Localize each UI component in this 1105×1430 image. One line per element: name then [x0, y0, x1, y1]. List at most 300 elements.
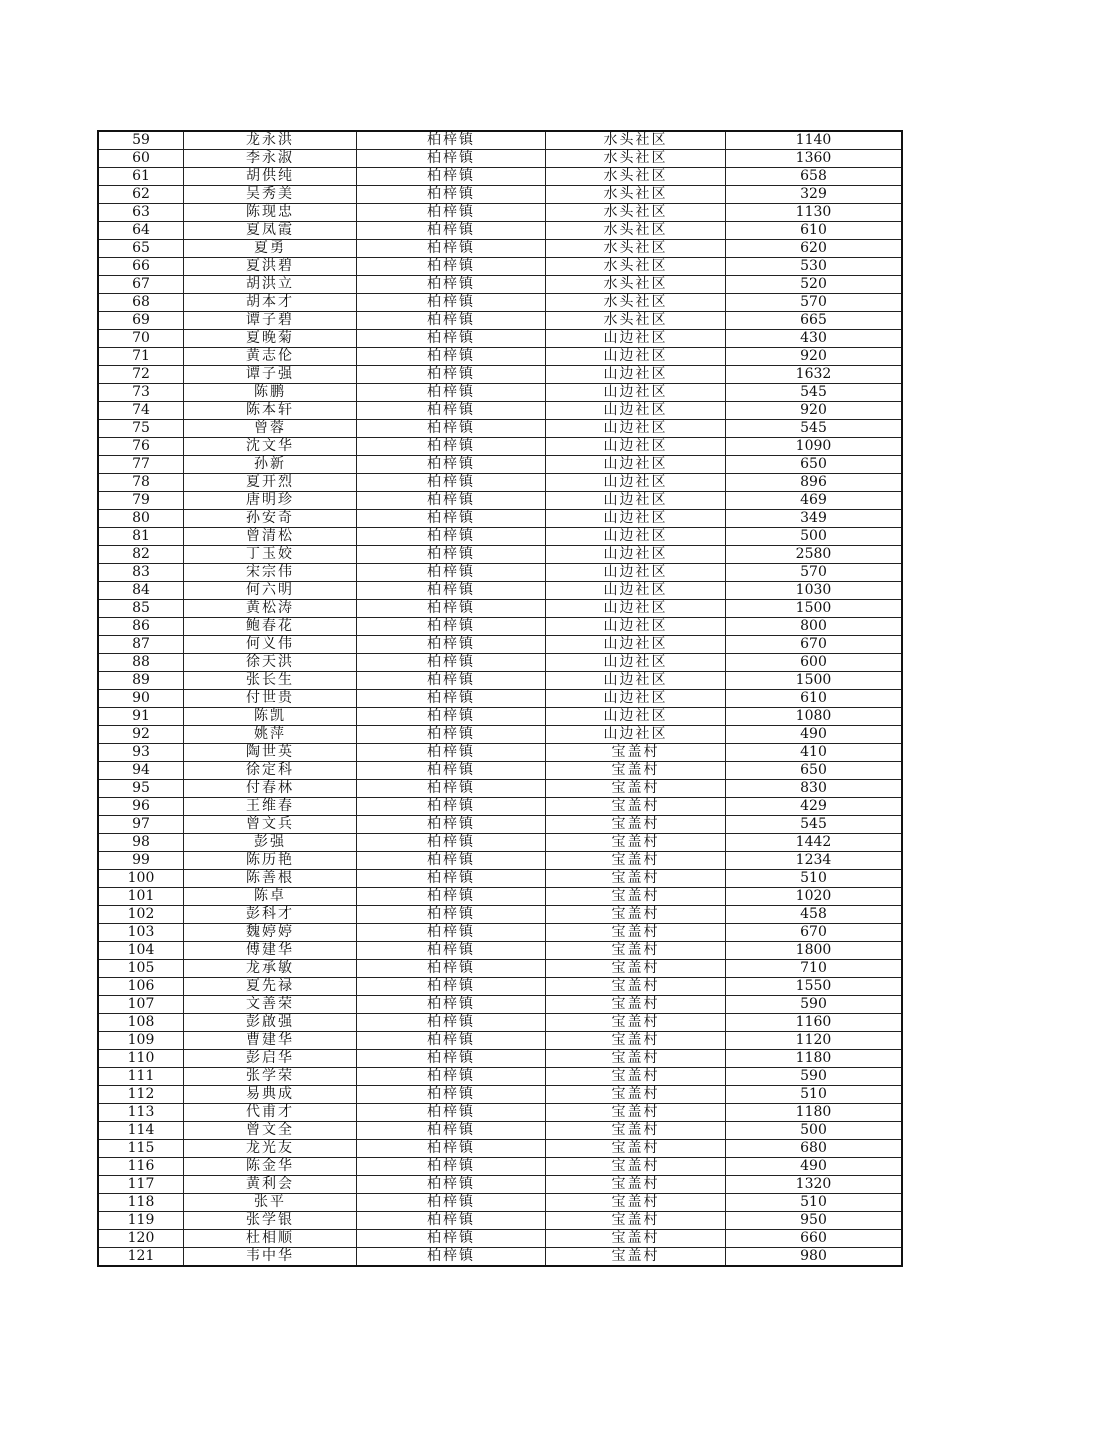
person-name-cell: 夏凤霞: [184, 222, 357, 240]
person-name-cell: 胡供纯: [184, 168, 357, 186]
serial-number-cell: 79: [98, 492, 184, 510]
amount-cell: 1180: [726, 1104, 903, 1122]
amount-cell: 520: [726, 276, 903, 294]
serial-number-cell: 115: [98, 1140, 184, 1158]
table-row: [98, 996, 902, 1014]
village-cell: 宝盖村: [546, 1230, 726, 1248]
person-name-cell: 黄松涛: [184, 600, 357, 618]
village-cell: 水头社区: [546, 150, 726, 168]
village-cell: 宝盖村: [546, 942, 726, 960]
village-cell: 山边社区: [546, 510, 726, 528]
amount-cell: 670: [726, 636, 903, 654]
village-cell: 山边社区: [546, 456, 726, 474]
village-cell: 水头社区: [546, 294, 726, 312]
town-cell: 柏梓镇: [357, 366, 546, 384]
town-cell: 柏梓镇: [357, 276, 546, 294]
village-cell: 山边社区: [546, 474, 726, 492]
person-name-cell: 曾文全: [184, 1122, 357, 1140]
person-name-cell: 易典成: [184, 1086, 357, 1104]
town-cell: 柏梓镇: [357, 906, 546, 924]
village-cell: 山边社区: [546, 654, 726, 672]
town-cell: 柏梓镇: [357, 564, 546, 582]
village-cell: 宝盖村: [546, 870, 726, 888]
table-row: [98, 582, 902, 600]
amount-cell: 2580: [726, 546, 903, 564]
table-row: [98, 1032, 902, 1050]
table-row: [98, 708, 902, 726]
amount-cell: 1320: [726, 1176, 903, 1194]
amount-cell: 530: [726, 258, 903, 276]
person-name-cell: 宋宗伟: [184, 564, 357, 582]
amount-cell: 590: [726, 1068, 903, 1086]
person-name-cell: 沈文华: [184, 438, 357, 456]
person-name-cell: 付春林: [184, 780, 357, 798]
person-name-cell: 张学荣: [184, 1068, 357, 1086]
table-row: [98, 564, 902, 582]
table-row: [98, 168, 902, 186]
serial-number-cell: 116: [98, 1158, 184, 1176]
village-cell: 山边社区: [546, 438, 726, 456]
person-name-cell: 曹建华: [184, 1032, 357, 1050]
table-row: [98, 600, 902, 618]
amount-cell: 658: [726, 168, 903, 186]
serial-number-cell: 76: [98, 438, 184, 456]
town-cell: 柏梓镇: [357, 204, 546, 222]
person-name-cell: 夏晚菊: [184, 330, 357, 348]
village-cell: 山边社区: [546, 564, 726, 582]
serial-number-cell: 84: [98, 582, 184, 600]
serial-number-cell: 63: [98, 204, 184, 222]
village-cell: 山边社区: [546, 492, 726, 510]
amount-cell: 1160: [726, 1014, 903, 1032]
amount-cell: 469: [726, 492, 903, 510]
village-cell: 山边社区: [546, 348, 726, 366]
town-cell: 柏梓镇: [357, 582, 546, 600]
town-cell: 柏梓镇: [357, 690, 546, 708]
town-cell: 柏梓镇: [357, 888, 546, 906]
serial-number-cell: 64: [98, 222, 184, 240]
table-row: [98, 1176, 902, 1194]
village-cell: 山边社区: [546, 402, 726, 420]
town-cell: 柏梓镇: [357, 546, 546, 564]
town-cell: 柏梓镇: [357, 510, 546, 528]
person-name-cell: 黄利会: [184, 1176, 357, 1194]
serial-number-cell: 99: [98, 852, 184, 870]
table-row: [98, 1068, 902, 1086]
amount-cell: 490: [726, 726, 903, 744]
person-name-cell: 陈现忠: [184, 204, 357, 222]
village-cell: 宝盖村: [546, 762, 726, 780]
serial-number-cell: 105: [98, 960, 184, 978]
table-row: [98, 1014, 902, 1032]
person-name-cell: 陶世英: [184, 744, 357, 762]
serial-number-cell: 74: [98, 402, 184, 420]
town-cell: 柏梓镇: [357, 672, 546, 690]
person-name-cell: 代甫才: [184, 1104, 357, 1122]
person-name-cell: 黄志伦: [184, 348, 357, 366]
town-cell: 柏梓镇: [357, 798, 546, 816]
town-cell: 柏梓镇: [357, 654, 546, 672]
table-row: [98, 348, 902, 366]
serial-number-cell: 93: [98, 744, 184, 762]
table-row: [98, 924, 902, 942]
town-cell: 柏梓镇: [357, 330, 546, 348]
person-name-cell: 胡本才: [184, 294, 357, 312]
serial-number-cell: 70: [98, 330, 184, 348]
table-row: [98, 726, 902, 744]
town-cell: 柏梓镇: [357, 168, 546, 186]
serial-number-cell: 61: [98, 168, 184, 186]
serial-number-cell: 67: [98, 276, 184, 294]
serial-number-cell: 112: [98, 1086, 184, 1104]
table-row: [98, 780, 902, 798]
serial-number-cell: 119: [98, 1212, 184, 1230]
village-cell: 宝盖村: [546, 1032, 726, 1050]
serial-number-cell: 94: [98, 762, 184, 780]
table-row: [98, 1086, 902, 1104]
table-row: [98, 150, 902, 168]
amount-cell: 665: [726, 312, 903, 330]
person-name-cell: 文善荣: [184, 996, 357, 1014]
village-cell: 水头社区: [546, 131, 726, 150]
table-row: [98, 636, 902, 654]
town-cell: 柏梓镇: [357, 492, 546, 510]
serial-number-cell: 118: [98, 1194, 184, 1212]
amount-cell: 920: [726, 348, 903, 366]
person-name-cell: 彭强: [184, 834, 357, 852]
table-row: [98, 258, 902, 276]
amount-cell: 650: [726, 456, 903, 474]
person-name-cell: 王维春: [184, 798, 357, 816]
person-name-cell: 鲍春花: [184, 618, 357, 636]
town-cell: 柏梓镇: [357, 294, 546, 312]
table-row: [98, 384, 902, 402]
village-cell: 山边社区: [546, 708, 726, 726]
village-cell: 宝盖村: [546, 1104, 726, 1122]
town-cell: 柏梓镇: [357, 528, 546, 546]
town-cell: 柏梓镇: [357, 816, 546, 834]
town-cell: 柏梓镇: [357, 726, 546, 744]
table-row: [98, 1050, 902, 1068]
person-name-cell: 陈历艳: [184, 852, 357, 870]
village-cell: 宝盖村: [546, 1140, 726, 1158]
amount-cell: 1120: [726, 1032, 903, 1050]
amount-cell: 620: [726, 240, 903, 258]
person-name-cell: 徐定科: [184, 762, 357, 780]
town-cell: 柏梓镇: [357, 384, 546, 402]
town-cell: 柏梓镇: [357, 780, 546, 798]
amount-cell: 1180: [726, 1050, 903, 1068]
serial-number-cell: 108: [98, 1014, 184, 1032]
person-name-cell: 姚萍: [184, 726, 357, 744]
table-row: [98, 834, 902, 852]
amount-cell: 800: [726, 618, 903, 636]
amount-cell: 650: [726, 762, 903, 780]
serial-number-cell: 109: [98, 1032, 184, 1050]
amount-cell: 1020: [726, 888, 903, 906]
person-name-cell: 吴秀美: [184, 186, 357, 204]
village-cell: 水头社区: [546, 168, 726, 186]
table-row: [98, 798, 902, 816]
town-cell: 柏梓镇: [357, 474, 546, 492]
person-name-cell: 谭子强: [184, 366, 357, 384]
village-cell: 山边社区: [546, 420, 726, 438]
village-cell: 宝盖村: [546, 780, 726, 798]
table-row: [98, 978, 902, 996]
village-cell: 水头社区: [546, 204, 726, 222]
town-cell: 柏梓镇: [357, 1050, 546, 1068]
person-name-cell: 杜相顺: [184, 1230, 357, 1248]
serial-number-cell: 96: [98, 798, 184, 816]
serial-number-cell: 97: [98, 816, 184, 834]
serial-number-cell: 103: [98, 924, 184, 942]
amount-cell: 610: [726, 222, 903, 240]
amount-cell: 490: [726, 1158, 903, 1176]
town-cell: 柏梓镇: [357, 240, 546, 258]
amount-cell: 1500: [726, 672, 903, 690]
village-cell: 山边社区: [546, 636, 726, 654]
table-row: [98, 852, 902, 870]
amount-cell: 545: [726, 384, 903, 402]
table-row: [98, 1140, 902, 1158]
village-cell: 宝盖村: [546, 1050, 726, 1068]
person-name-cell: 龙承敏: [184, 960, 357, 978]
table-row: [98, 366, 902, 384]
serial-number-cell: 78: [98, 474, 184, 492]
table-row: [98, 276, 902, 294]
table-row: [98, 1104, 902, 1122]
serial-number-cell: 68: [98, 294, 184, 312]
table-row: [98, 690, 902, 708]
person-name-cell: 曾文兵: [184, 816, 357, 834]
amount-cell: 980: [726, 1248, 903, 1267]
amount-cell: 590: [726, 996, 903, 1014]
amount-cell: 600: [726, 654, 903, 672]
table-row: [98, 312, 902, 330]
person-name-cell: 陈金华: [184, 1158, 357, 1176]
table-row: [98, 618, 902, 636]
person-name-cell: 魏婷婷: [184, 924, 357, 942]
table-row: [98, 654, 902, 672]
table-row: [98, 1194, 902, 1212]
town-cell: 柏梓镇: [357, 1140, 546, 1158]
amount-cell: 670: [726, 924, 903, 942]
serial-number-cell: 100: [98, 870, 184, 888]
town-cell: 柏梓镇: [357, 978, 546, 996]
village-cell: 山边社区: [546, 726, 726, 744]
table-row: [98, 942, 902, 960]
table-row: [98, 1158, 902, 1176]
serial-number-cell: 117: [98, 1176, 184, 1194]
amount-cell: 1550: [726, 978, 903, 996]
person-name-cell: 韦中华: [184, 1248, 357, 1267]
amount-cell: 1080: [726, 708, 903, 726]
village-cell: 山边社区: [546, 546, 726, 564]
village-cell: 山边社区: [546, 600, 726, 618]
serial-number-cell: 65: [98, 240, 184, 258]
table-row: [98, 240, 902, 258]
person-name-cell: 李永淑: [184, 150, 357, 168]
amount-cell: 458: [726, 906, 903, 924]
table-row: [98, 762, 902, 780]
town-cell: 柏梓镇: [357, 258, 546, 276]
serial-number-cell: 87: [98, 636, 184, 654]
amount-cell: 500: [726, 1122, 903, 1140]
town-cell: 柏梓镇: [357, 1176, 546, 1194]
amount-cell: 1500: [726, 600, 903, 618]
village-cell: 水头社区: [546, 186, 726, 204]
village-cell: 宝盖村: [546, 888, 726, 906]
person-name-cell: 胡洪立: [184, 276, 357, 294]
person-name-cell: 孙新: [184, 456, 357, 474]
town-cell: 柏梓镇: [357, 420, 546, 438]
village-cell: 宝盖村: [546, 1014, 726, 1032]
town-cell: 柏梓镇: [357, 762, 546, 780]
person-name-cell: 夏开烈: [184, 474, 357, 492]
village-cell: 山边社区: [546, 672, 726, 690]
serial-number-cell: 113: [98, 1104, 184, 1122]
village-cell: 宝盖村: [546, 960, 726, 978]
person-name-cell: 曾清松: [184, 528, 357, 546]
village-cell: 水头社区: [546, 258, 726, 276]
amount-cell: 570: [726, 564, 903, 582]
table-row: [98, 492, 902, 510]
village-cell: 山边社区: [546, 384, 726, 402]
table-row: [98, 402, 902, 420]
serial-number-cell: 120: [98, 1230, 184, 1248]
table-row: [98, 528, 902, 546]
person-name-cell: 龙光友: [184, 1140, 357, 1158]
table-row: [98, 546, 902, 564]
village-cell: 山边社区: [546, 618, 726, 636]
amount-cell: 545: [726, 420, 903, 438]
person-name-cell: 张学银: [184, 1212, 357, 1230]
person-name-cell: 孙安奇: [184, 510, 357, 528]
table-row: [98, 420, 902, 438]
village-cell: 宝盖村: [546, 1122, 726, 1140]
person-name-cell: 谭子碧: [184, 312, 357, 330]
amount-cell: 1090: [726, 438, 903, 456]
amount-cell: 830: [726, 780, 903, 798]
village-cell: 宝盖村: [546, 978, 726, 996]
amount-cell: 710: [726, 960, 903, 978]
serial-number-cell: 102: [98, 906, 184, 924]
village-cell: 水头社区: [546, 276, 726, 294]
village-cell: 水头社区: [546, 222, 726, 240]
amount-cell: 610: [726, 690, 903, 708]
table-row: [98, 438, 902, 456]
amount-cell: 1632: [726, 366, 903, 384]
town-cell: 柏梓镇: [357, 438, 546, 456]
serial-number-cell: 80: [98, 510, 184, 528]
amount-cell: 430: [726, 330, 903, 348]
serial-number-cell: 82: [98, 546, 184, 564]
table-row: [98, 204, 902, 222]
amount-cell: 410: [726, 744, 903, 762]
table-row: [98, 294, 902, 312]
village-cell: 宝盖村: [546, 1194, 726, 1212]
town-cell: 柏梓镇: [357, 1086, 546, 1104]
table-row: [98, 744, 902, 762]
village-cell: 水头社区: [546, 240, 726, 258]
person-name-cell: 付世贵: [184, 690, 357, 708]
amount-cell: 429: [726, 798, 903, 816]
serial-number-cell: 88: [98, 654, 184, 672]
amount-cell: 1234: [726, 852, 903, 870]
serial-number-cell: 72: [98, 366, 184, 384]
amount-cell: 570: [726, 294, 903, 312]
serial-number-cell: 81: [98, 528, 184, 546]
amount-cell: 1030: [726, 582, 903, 600]
serial-number-cell: 59: [98, 131, 184, 150]
town-cell: 柏梓镇: [357, 312, 546, 330]
town-cell: 柏梓镇: [357, 186, 546, 204]
amount-cell: 1360: [726, 150, 903, 168]
person-name-cell: 陈善根: [184, 870, 357, 888]
village-cell: 宝盖村: [546, 1248, 726, 1267]
table-row: [98, 131, 902, 150]
table-row: [98, 870, 902, 888]
serial-number-cell: 86: [98, 618, 184, 636]
village-cell: 宝盖村: [546, 852, 726, 870]
town-cell: 柏梓镇: [357, 131, 546, 150]
village-cell: 宝盖村: [546, 1176, 726, 1194]
person-name-cell: 何六明: [184, 582, 357, 600]
village-cell: 宝盖村: [546, 834, 726, 852]
person-name-cell: 龙永洪: [184, 131, 357, 150]
town-cell: 柏梓镇: [357, 708, 546, 726]
serial-number-cell: 95: [98, 780, 184, 798]
village-cell: 宝盖村: [546, 798, 726, 816]
village-cell: 宝盖村: [546, 1212, 726, 1230]
village-cell: 山边社区: [546, 366, 726, 384]
serial-number-cell: 111: [98, 1068, 184, 1086]
person-name-cell: 丁玉姣: [184, 546, 357, 564]
table-row: [98, 960, 902, 978]
town-cell: 柏梓镇: [357, 1212, 546, 1230]
table-row: [98, 510, 902, 528]
person-name-cell: 陈鹏: [184, 384, 357, 402]
amount-cell: 1800: [726, 942, 903, 960]
serial-number-cell: 66: [98, 258, 184, 276]
table-row: [98, 816, 902, 834]
person-name-cell: 曾蓉: [184, 420, 357, 438]
person-name-cell: 张平: [184, 1194, 357, 1212]
village-cell: 宝盖村: [546, 924, 726, 942]
person-name-cell: 傅建华: [184, 942, 357, 960]
person-name-cell: 夏勇: [184, 240, 357, 258]
table-row: [98, 222, 902, 240]
person-name-cell: 夏先禄: [184, 978, 357, 996]
serial-number-cell: 69: [98, 312, 184, 330]
amount-cell: 1442: [726, 834, 903, 852]
village-cell: 宝盖村: [546, 1158, 726, 1176]
serial-number-cell: 106: [98, 978, 184, 996]
town-cell: 柏梓镇: [357, 996, 546, 1014]
village-cell: 宝盖村: [546, 816, 726, 834]
table-row: [98, 1212, 902, 1230]
person-name-cell: 陈凯: [184, 708, 357, 726]
table-row: [98, 1122, 902, 1140]
village-cell: 山边社区: [546, 330, 726, 348]
town-cell: 柏梓镇: [357, 348, 546, 366]
serial-number-cell: 104: [98, 942, 184, 960]
village-cell: 宝盖村: [546, 996, 726, 1014]
person-name-cell: 彭科才: [184, 906, 357, 924]
amount-cell: 950: [726, 1212, 903, 1230]
village-cell: 宝盖村: [546, 906, 726, 924]
village-cell: 山边社区: [546, 582, 726, 600]
